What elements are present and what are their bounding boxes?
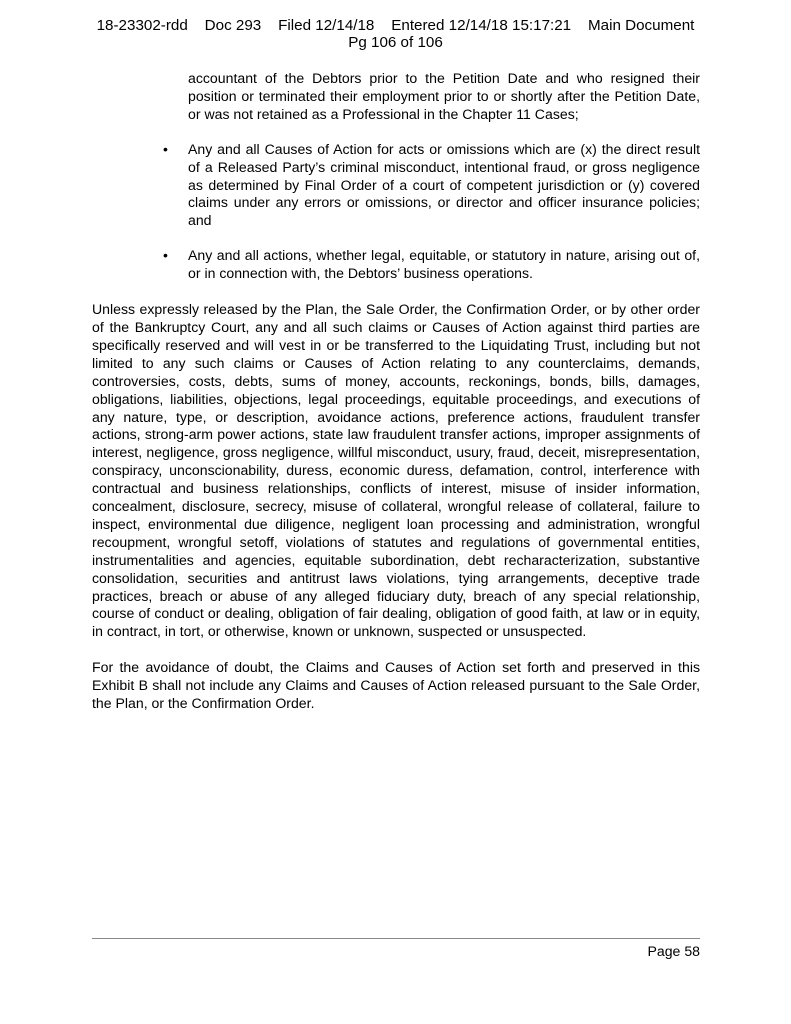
bullet-icon: • bbox=[163, 247, 168, 264]
continued-paragraph: accountant of the Debtors prior to the Petition Date and who resigned their position or terminated their employment prior to or shortly after the Petition Date, or was not retained as a Professional in the Chapter 11 Cases; bbox=[188, 70, 700, 122]
bullet-text: Any and all actions, whether legal, equitable, or statutory in nature, arising out of, or in connection with, the Debtors’ business operations. bbox=[188, 247, 700, 282]
case-filing-info: 18-23302-rdd Doc 293 Filed 12/14/18 Entered 12/14/18 15:17:21 Main Document bbox=[96, 17, 695, 34]
page-number: Page 58 bbox=[647, 943, 700, 959]
bullet-icon: • bbox=[163, 140, 168, 157]
document-body bbox=[92, 70, 700, 713]
court-filing-header bbox=[0, 17, 791, 51]
bullet-item bbox=[163, 140, 700, 231]
avoidance-of-doubt-paragraph: For the avoidance of doubt, the Claims and Causes of Action set forth and preserved in this Exhibit B shall not include any Claims and Causes of Action released pursuant to the Sale Order, the Plan, or the Confirmation Order. bbox=[92, 659, 700, 712]
bullet-text: Any and all Causes of Action for acts or omissions which are (x) the direct result of a Released Party’s criminal misconduct, intentional fraud, or gross negligence as determined by Final Order of a court of competent jurisdiction or (y) covered claims under any errors or omissions, or director and officer insurance policies; and bbox=[188, 140, 700, 229]
footer-divider bbox=[92, 938, 700, 939]
bullet-item bbox=[163, 247, 700, 283]
reservation-paragraph: Unless expressly released by the Plan, the Sale Order, the Confirmation Order, or by other order of the Bankruptcy Court, any and all such claims or Causes of Action against third parties are specifically reserved and will vest in or be transferred to the Liquidating Trust, including but not limited to any such claims or Causes of Action relating to any counterclaims, demands, controversies, costs, debts, sums of money, accounts, reckonings, bonds, bills, damages, obligations, liabilities, objections, legal proceedings, equitable proceedings, and executions of any nature, type, or description, avoidance actions, preference actions, fraudulent transfer actions, strong-arm power actions, state law fraudulent transfer actions, improper assignments of interest, negligence, gross negligence, willful misconduct, usury, fraud, deceit, misrepresentation, conspiracy, unconscionability, duress, economic duress, defamation, control, interference with contractual and business relationships, conflicts of interest, misuse of insider information, concealment, disclosure, secrecy, misuse of collateral, wrongful release of collateral, failure to inspect, environmental due diligence, negligent loan processing and administration, wrongful recoupment, wrongful setoff, violations of statutes and regulations of governmental entities, instrumentalities and agencies, equitable subordination, debt recharacterization, substantive consolidation, securities and antitrust laws violations, tying arrangements, deceptive trade practices, breach or abuse of any alleged fiduciary duty, breach of any special relationship, course of conduct or dealing, obligation of fair dealing, obligation of good faith, at law or in equity, in contract, in tort, or otherwise, known or unknown, suspected or unsuspected. bbox=[92, 301, 700, 640]
page-count: Pg 106 of 106 bbox=[348, 34, 443, 51]
